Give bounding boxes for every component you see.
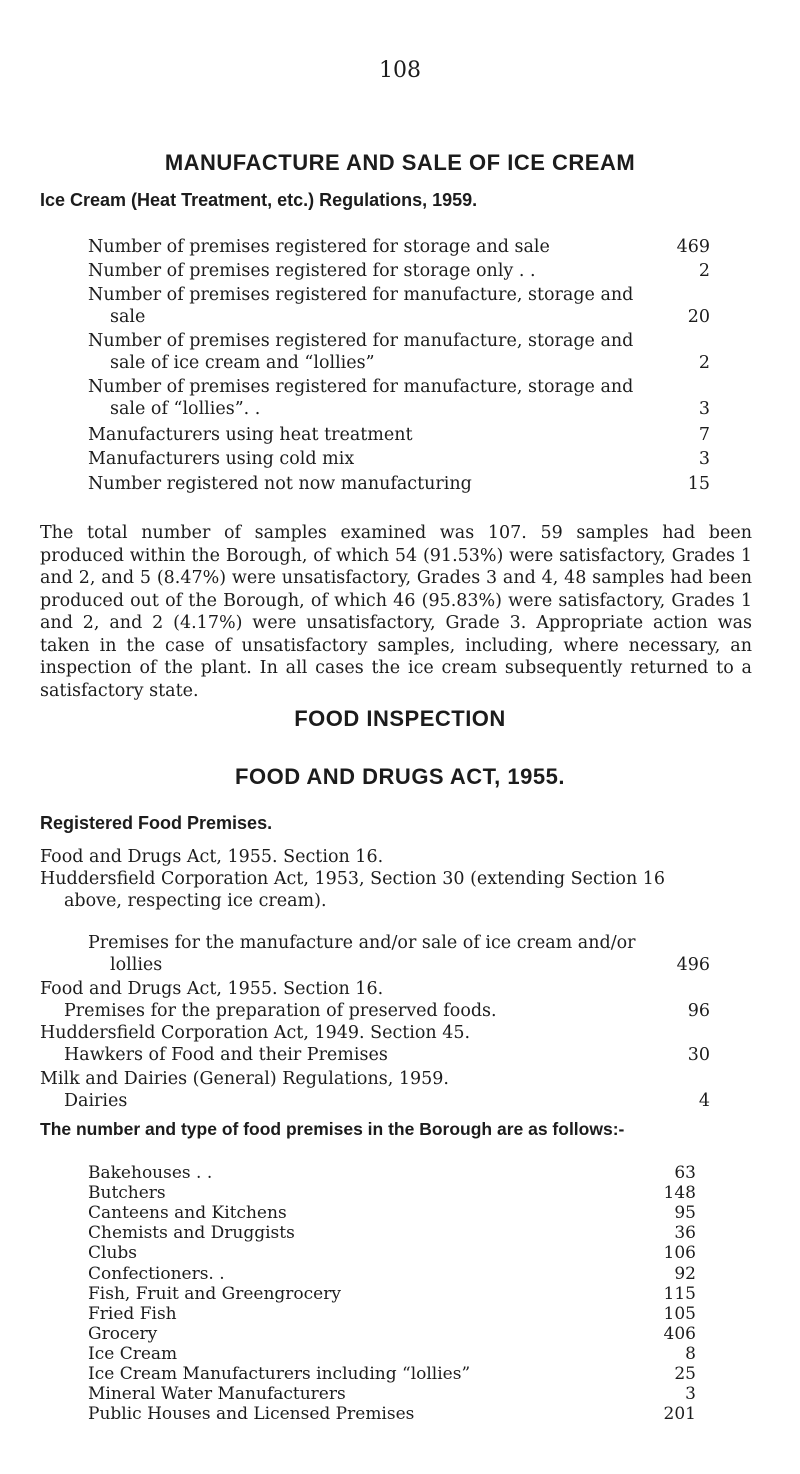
premises-type-row: [88, 1203, 696, 1223]
entry-count: 96: [687, 1001, 710, 1021]
premises-label-cont: sale of ice cream and “lollies”: [110, 353, 375, 373]
premises-type-row: [88, 1243, 696, 1263]
intro-line: Food and Drugs Act, 1955. Section 16.: [40, 847, 384, 867]
premises-type-row: [88, 1183, 696, 1203]
premises-label: Number registered not now manufacturing: [88, 474, 472, 494]
section-title-ice-cream: MANUFACTURE AND SALE OF ICE CREAM: [164, 150, 636, 175]
premises-type-row: [88, 1223, 696, 1243]
premises-type-count: 92: [674, 1263, 696, 1284]
premises-type-count: 3: [685, 1384, 696, 1405]
premises-type-row: [88, 1284, 696, 1304]
premises-type-count: 36: [674, 1223, 696, 1244]
premises-row: [88, 330, 710, 374]
premises-label: Number of premises registered for storage and sale: [88, 237, 550, 257]
premises-count: 20: [687, 307, 710, 327]
premises-type-label: Ice Cream: [88, 1343, 178, 1364]
registered-food-premises-heading: Registered Food Premises.: [40, 813, 273, 833]
premises-type-label: Chemists and Druggists: [88, 1223, 295, 1244]
entry-label: Premises for the manufacture and/or sale of ice cream and/or: [88, 933, 636, 953]
premises-type-label: Butchers: [88, 1183, 166, 1204]
premises-row: [88, 376, 710, 420]
entry-label: Huddersfield Corporation Act, 1949. Section 45.: [40, 1023, 471, 1043]
premises-row: [88, 236, 710, 258]
premises-label: Number of premises registered for manufacture, storage and: [88, 331, 634, 351]
registered-entry: [40, 978, 710, 1022]
premises-type-count: 105: [663, 1303, 696, 1324]
premises-type-label: Canteens and Kitchens: [88, 1203, 287, 1224]
premises-type-label: Confectioners. .: [88, 1263, 225, 1284]
premises-label: Number of premises registered for manufacture, storage and: [88, 285, 634, 305]
act-title: FOOD AND DRUGS ACT, 1955.: [235, 764, 565, 789]
entry-count: 496: [676, 955, 710, 975]
premises-type-row: [88, 1324, 696, 1344]
premises-type-row: [88, 1163, 696, 1183]
premises-type-count: 95: [674, 1203, 696, 1224]
premises-label: Number of premises registered for storage only . .: [88, 261, 536, 281]
premises-label: Manufacturers using cold mix: [88, 449, 355, 469]
premises-label-cont: sale of “lollies”. .: [110, 399, 261, 419]
premises-type-count: 8: [685, 1343, 696, 1364]
intro-line: Huddersfield Corporation Act, 1953, Section 30 (extending Section 16: [40, 869, 666, 889]
premises-count: 469: [676, 237, 710, 257]
premises-row: [88, 424, 710, 446]
premises-type-count: 25: [674, 1364, 696, 1384]
premises-type-count: 201: [663, 1404, 696, 1425]
premises-count: 2: [698, 261, 710, 281]
premises-type-label: Public Houses and Licensed Premises: [88, 1404, 415, 1425]
premises-type-row: [88, 1364, 696, 1384]
registered-entry: [88, 932, 710, 976]
premises-type-row: [88, 1304, 696, 1324]
premises-type-row: [88, 1384, 696, 1404]
types-heading: The number and type of food premises in the Borough are as follows:-: [40, 1119, 625, 1139]
premises-type-label: Ice Cream Manufacturers including “lollies”: [88, 1364, 471, 1384]
entry-label-cont: Premises for the preparation of preserved foods.: [64, 1001, 497, 1021]
premises-count: 3: [698, 399, 710, 419]
premises-label: Manufacturers using heat treatment: [88, 425, 413, 445]
premises-type-count: 406: [663, 1323, 696, 1344]
premises-count: 15: [687, 474, 710, 494]
entry-label: Milk and Dairies (General) Regulations, 1959.: [40, 1069, 449, 1089]
entry-label-cont: Dairies: [64, 1091, 128, 1111]
entry-label-cont: lollies: [110, 955, 163, 975]
premises-label: Number of premises registered for manufacture, storage and: [88, 377, 634, 397]
premises-type-count: 106: [663, 1243, 696, 1264]
regulations-subtitle: Ice Cream (Heat Treatment, etc.) Regulations, 1959.: [40, 190, 478, 210]
premises-type-count: 63: [674, 1163, 696, 1183]
premises-type-count: 115: [663, 1283, 696, 1304]
registered-entry: [40, 1022, 710, 1066]
premises-row: [88, 260, 710, 282]
premises-label-cont: sale: [110, 307, 146, 327]
section-title-food-inspection: FOOD INSPECTION: [294, 706, 506, 731]
premises-count: 2: [698, 353, 710, 373]
entry-count: 4: [698, 1091, 710, 1111]
premises-count: 7: [698, 425, 710, 445]
samples-paragraph: The total number of samples examined was 107. 59 samples had been produced within the Borough, of which 54 (91.53%) were satisfactory, Grades 1 and 2, and 5 (8.47%) were unsatisfactory, Grades 3 and 4, 48 samples had been produced out of the Borough, of which 46 (95.83%) were satisfactory, Grades 1 and 2, and 2 (4.17%) were unsatisfactory, Grade 3. Appropriate action was taken in the case of unsatisfactory samples, including, where necessary, an inspection of the plant. In all cases the ice cream subsequently returned to a satisfactory state.: [40, 523, 752, 701]
entry-count: 30: [687, 1045, 710, 1065]
premises-type-label: Mineral Water Manufacturers: [88, 1384, 346, 1405]
entry-label-cont: Hawkers of Food and their Premises: [64, 1045, 388, 1065]
premises-row: [88, 284, 710, 328]
premises-type-count: 148: [663, 1183, 696, 1204]
page-number: 108: [379, 58, 421, 83]
premises-row: [88, 473, 710, 495]
premises-type-label: Bakehouses . .: [88, 1163, 213, 1183]
premises-type-label: Clubs: [88, 1243, 137, 1264]
premises-type-label: Grocery: [88, 1323, 158, 1344]
premises-type-row: [88, 1404, 696, 1424]
premises-type-label: Fish, Fruit and Greengrocery: [88, 1283, 341, 1304]
premises-type-row: [88, 1344, 696, 1364]
premises-type-row: [88, 1264, 696, 1284]
premises-count: 3: [698, 449, 710, 469]
premises-row: [88, 448, 710, 470]
entry-label: Food and Drugs Act, 1955. Section 16.: [40, 979, 384, 999]
intro-line: above, respecting ice cream).: [64, 891, 327, 911]
premises-type-label: Fried Fish: [88, 1303, 177, 1324]
registered-entry: [40, 1068, 710, 1112]
